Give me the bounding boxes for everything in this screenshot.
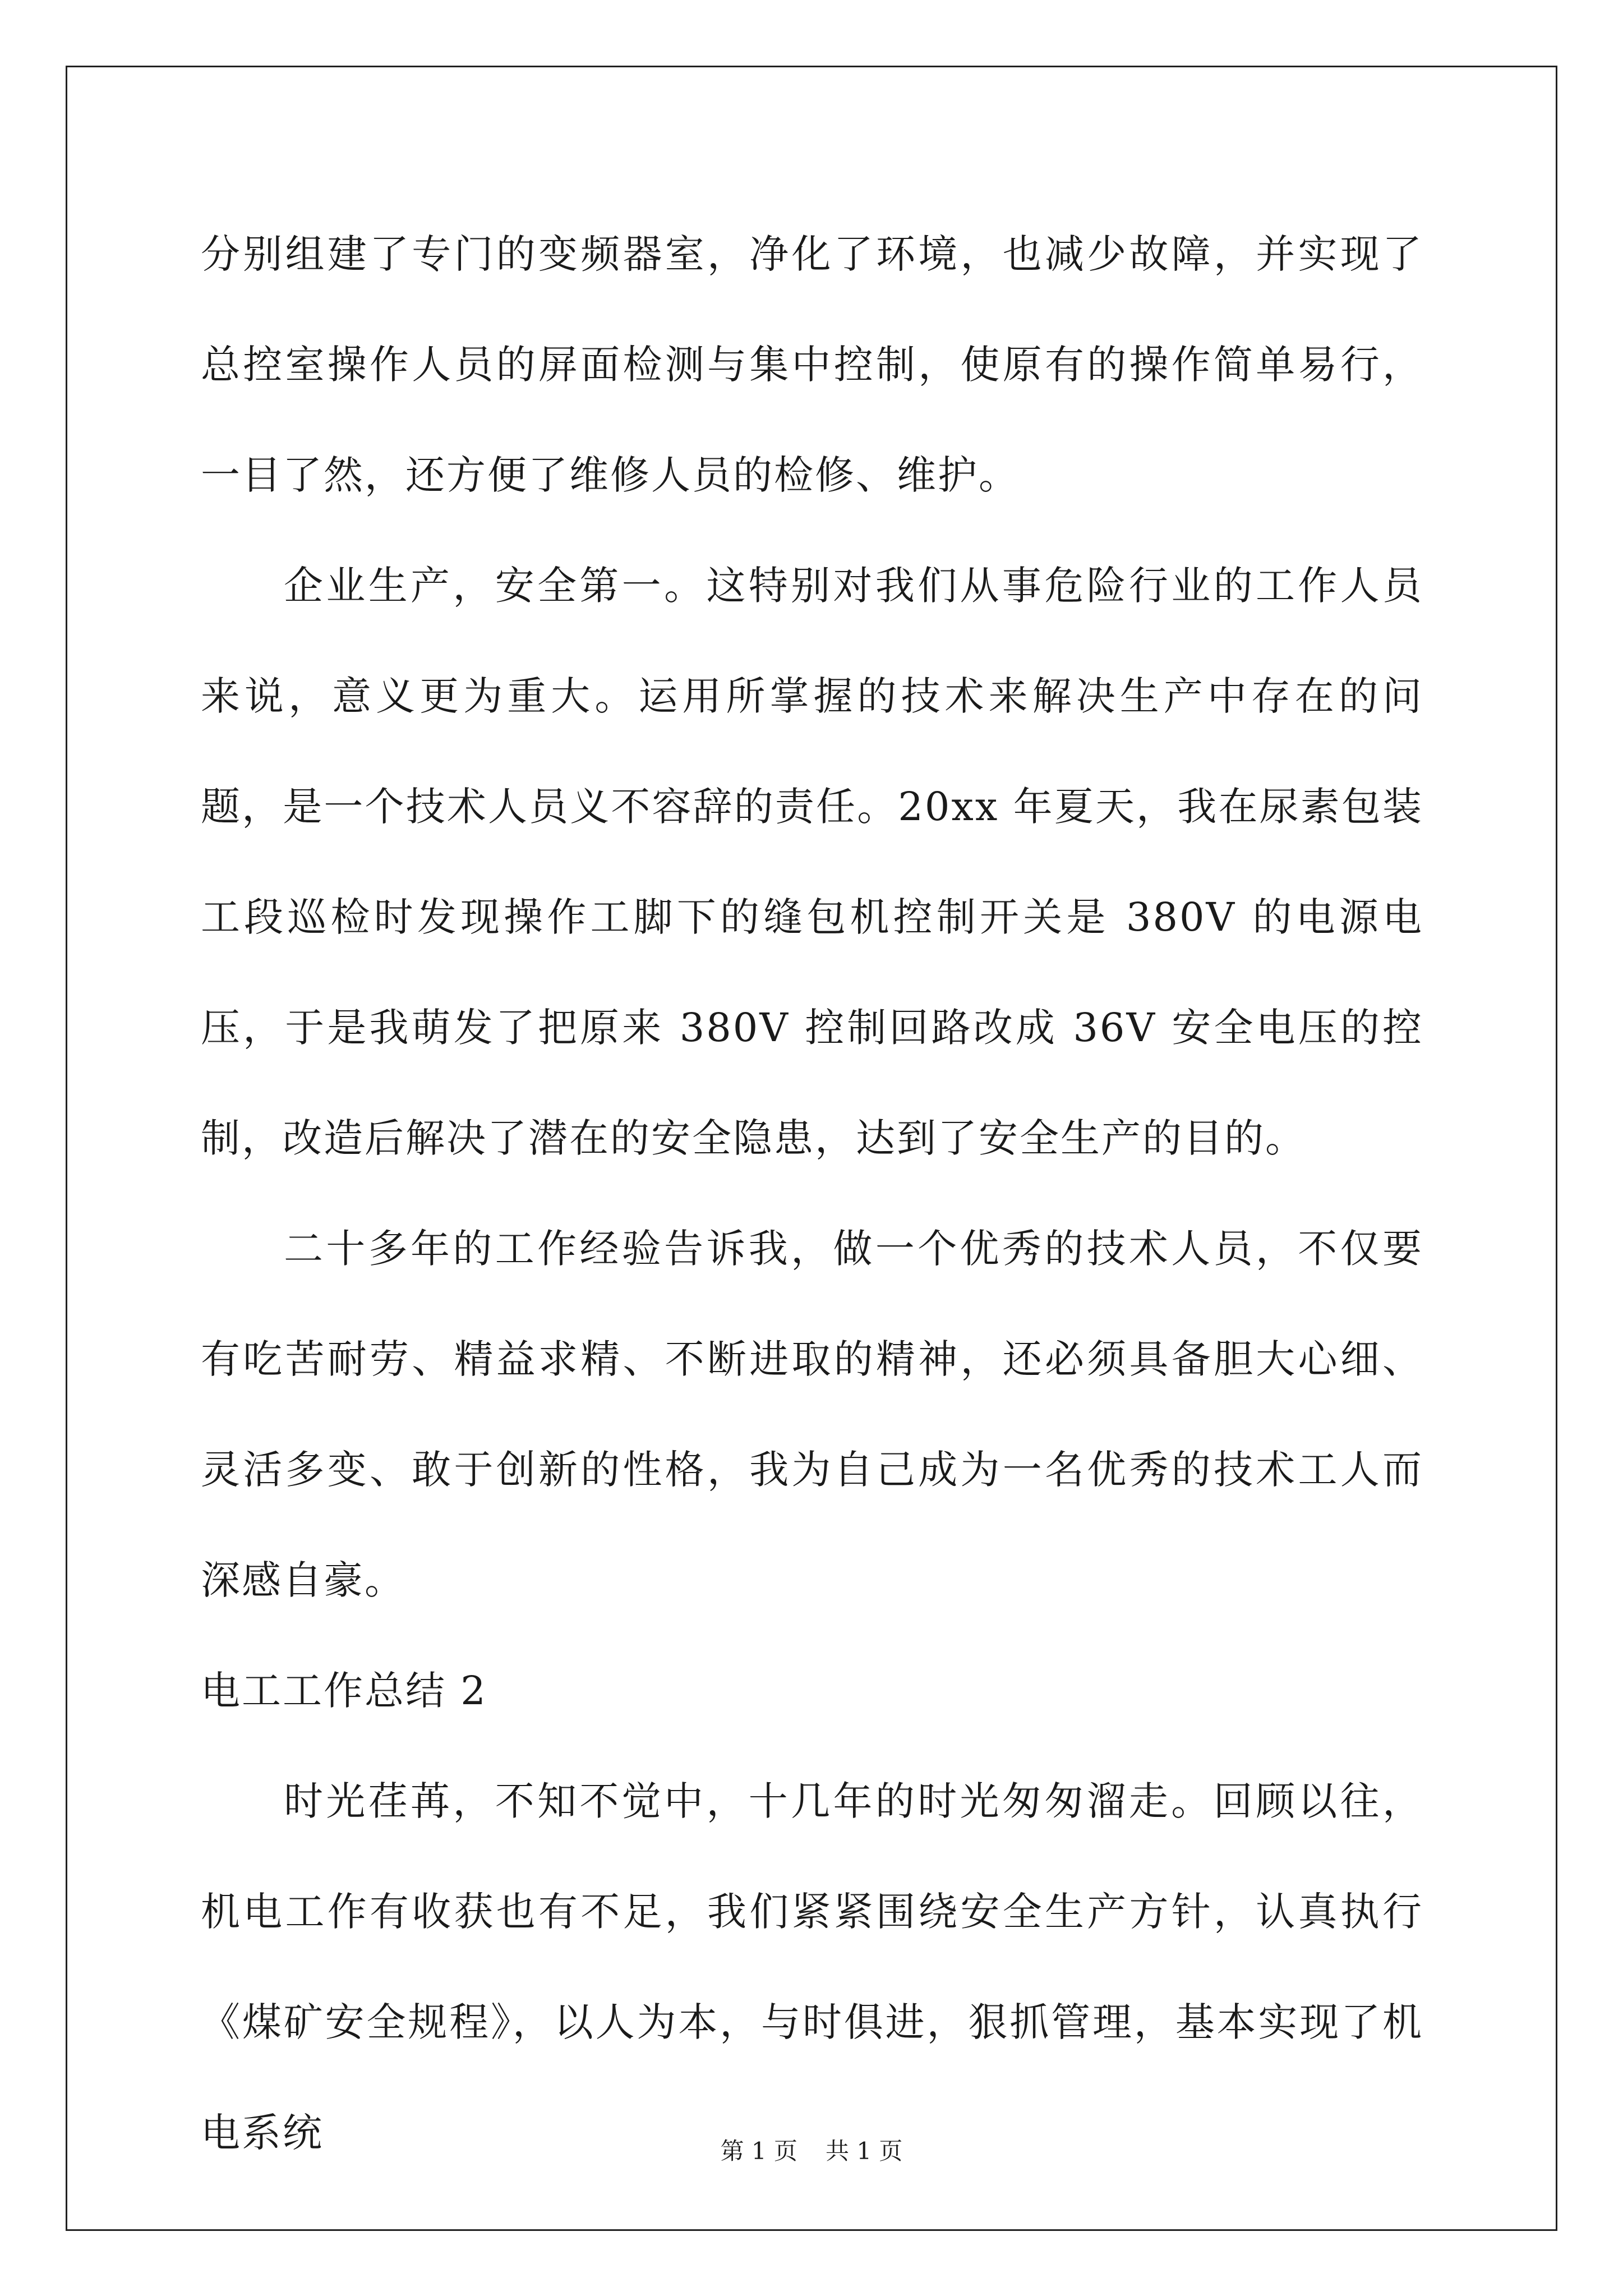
document-body	[201, 199, 1423, 2188]
section-heading: 电工工作总结 2	[201, 1668, 487, 1714]
page-number: 第 1 页	[720, 2137, 797, 2165]
page-footer	[0, 2133, 1623, 2166]
paragraph-review: 时光荏苒，不知不觉中，十几年的时光匆匆溜走。回顾以往，机电工作有收获也有不足，我们紧紧围绕安全生产方针，认真执行《煤矿安全规程》，以人为本，与时俱进，狠抓管理，基本实现了机电系统	[201, 1778, 1423, 2156]
paragraph-safety: 企业生产，安全第一。这特别对我们从事危险行业的工作人员来说，意义更为重大。运用所掌握的技术来解决生产中存在的问题，是一个技术人员义不容辞的责任。20xx 年夏天，我在尿素包装工段巡检时发现操作工脚下的缝包机控制开关是 380V 的电源电压，于是我萌发了把原来 380V 控制回路改成 36V 安全电压的控制，改造后解决了潜在的安全隐患，达到了安全生产的目的。	[201, 563, 1423, 1161]
paragraph-experience: 二十多年的工作经验告诉我，做一个优秀的技术人员，不仅要有吃苦耐劳、精益求精、不断进取的精神，还必须具备胆大心细、灵活多变、敢于创新的性格，我为自己成为一名优秀的技术工人而深感自豪。	[201, 1226, 1423, 1603]
paragraph-continuation: 分别组建了专门的变频器室，净化了环境，也减少故障，并实现了总控室操作人员的屏面检测与集中控制，使原有的操作简单易行，一目了然，还方便了维修人员的检修、维护。	[201, 231, 1423, 498]
page-total: 共 1 页	[826, 2137, 903, 2165]
